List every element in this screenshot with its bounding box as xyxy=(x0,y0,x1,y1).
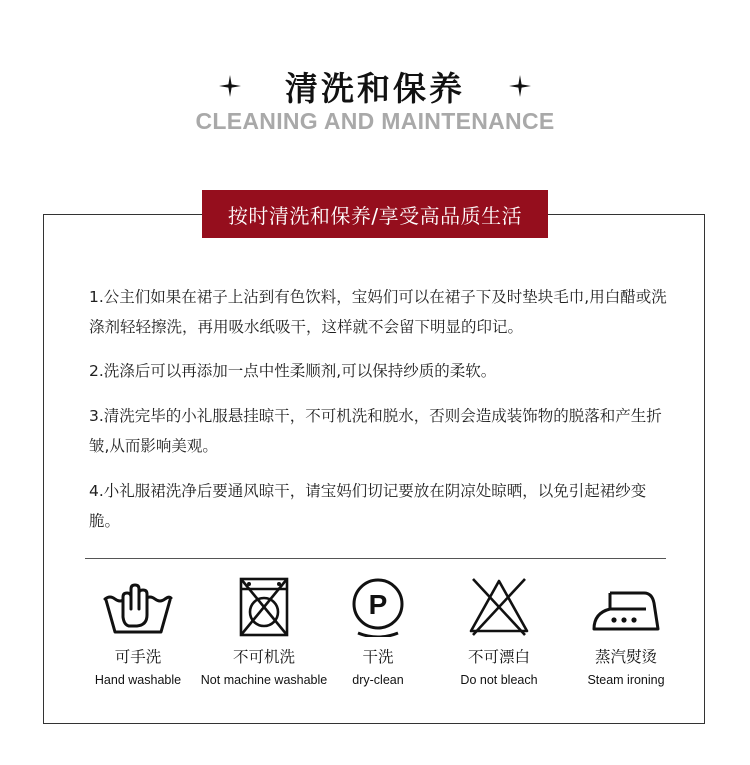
care-label-cn: 蒸汽熨烫 xyxy=(594,648,657,666)
title-row xyxy=(0,62,750,110)
care-label-cn: 不可机洗 xyxy=(232,648,295,666)
page-title: 清洗和保养 xyxy=(285,68,465,108)
no-machine-wash-icon xyxy=(234,575,294,637)
instruction-1: 1.公主们如果在裙子上沾到有色饮料，宝妈们可以在裙子下及时垫块毛巾,用白醋或洗涤剂轻轻擦洗，再用吸水纸吸干，这样就不会留下明显的印记。 xyxy=(89,288,667,336)
divider xyxy=(85,558,666,559)
sparkle-right-icon xyxy=(509,75,531,97)
care-label-en: Steam ironing xyxy=(587,673,665,687)
instruction-4: 4.小礼服裙洗净后要通风晾干，请宝妈们切记要放在阴凉处晾晒，以免引起裙纱变脆。 xyxy=(89,482,647,530)
care-label-cn: 不可漂白 xyxy=(467,648,530,666)
dry-clean-letter: P xyxy=(368,589,388,620)
care-label-en: Not machine washable xyxy=(200,673,328,687)
no-bleach-icon xyxy=(467,575,531,637)
care-label-en: Do not bleach xyxy=(460,673,538,687)
sparkle-left-icon xyxy=(219,75,241,97)
banner: 按时清洗和保养/享受高品质生活 xyxy=(202,190,548,238)
care-label-en: dry-clean xyxy=(352,673,404,687)
instruction-2: 2.洗涤后可以再添加一点中性柔顺剂,可以保持纱质的柔软。 xyxy=(89,362,497,380)
care-label-en: Hand washable xyxy=(94,673,182,687)
care-item-steam-iron xyxy=(551,575,701,687)
instruction-3: 3.清洗完毕的小礼服悬挂晾干，不可机洗和脱水，否则会造成装饰物的脱落和产生折皱,从而影响美观。 xyxy=(89,407,662,455)
dry-clean-icon xyxy=(348,575,408,637)
page-subtitle: CLEANING AND MAINTENANCE xyxy=(195,108,555,134)
steam-iron-icon xyxy=(590,575,662,637)
hand-wash-icon xyxy=(101,575,175,637)
care-label-cn: 干洗 xyxy=(362,648,394,666)
care-label-cn: 可手洗 xyxy=(114,648,162,666)
